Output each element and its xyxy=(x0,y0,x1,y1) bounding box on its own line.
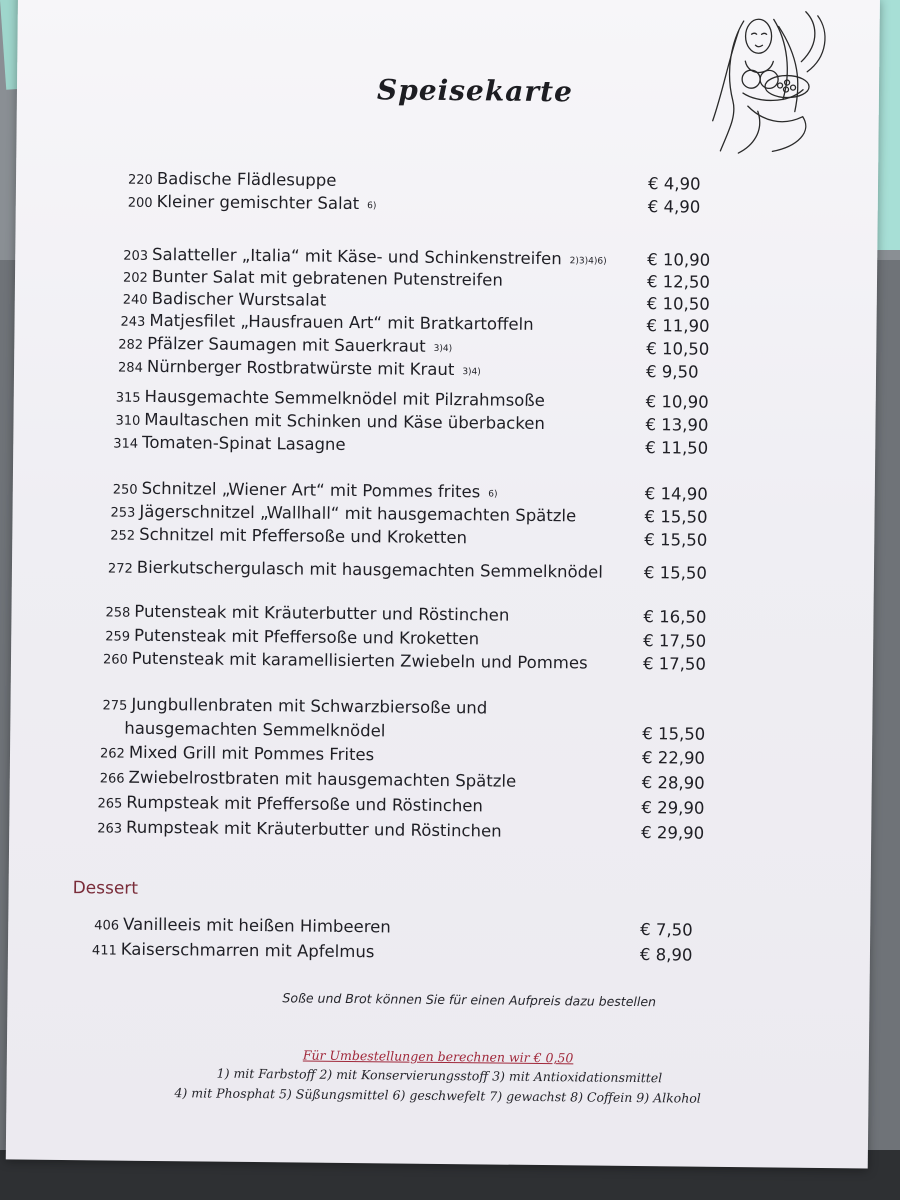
menu-item-row xyxy=(97,790,705,818)
dish-price: € 10,90 xyxy=(645,392,709,412)
item-number: 265 xyxy=(97,796,123,812)
dish-name: Matjesfilet „Hausfrauen Art“ mit Bratkartoffeln xyxy=(149,310,534,334)
item-number: 275 xyxy=(102,698,128,714)
dish-price: € 10,50 xyxy=(646,339,710,359)
item-number: 252 xyxy=(110,528,136,544)
menu-item-row xyxy=(127,190,701,217)
dish-name: Jungbullenbraten mit Schwarzbiersoße und xyxy=(131,694,488,718)
item-number: 259 xyxy=(105,629,131,645)
item-number: 266 xyxy=(99,771,125,787)
item-number: 253 xyxy=(110,505,136,521)
item-number: 272 xyxy=(107,561,133,577)
dish-name: Bierkutschergulasch mit hausgemachten Semmelknödel xyxy=(136,557,603,582)
item-number: 310 xyxy=(115,413,141,429)
menu-item-row xyxy=(124,717,706,744)
dish-price: € 8,90 xyxy=(639,945,693,965)
dish-price: € 10,50 xyxy=(646,294,710,314)
item-number: 315 xyxy=(115,390,141,406)
dish-name: Schnitzel „Wiener Art“ mit Pommes frites xyxy=(141,478,481,502)
dish-name: Kleiner gemischter Salat xyxy=(156,191,360,214)
menu-item-row xyxy=(113,431,709,458)
menu-item-row xyxy=(117,355,699,383)
dish-name: Badische Flädlesuppe xyxy=(156,168,337,190)
dish-price: € 15,50 xyxy=(644,530,708,550)
item-number: 243 xyxy=(120,314,146,330)
menu-item-row xyxy=(110,522,708,550)
dish-price: € 13,90 xyxy=(645,415,709,435)
item-number: 263 xyxy=(97,821,123,837)
dessert-item-row xyxy=(91,937,693,965)
dish-name: Jägerschnitzel „Wallhall“ mit hausgemachten Spätzle xyxy=(139,501,577,526)
dish-name: Salatteller „Italia“ mit Käse- und Schinkenstreifen xyxy=(151,244,562,269)
dish-name: Badischer Wurstsalat xyxy=(151,288,327,310)
dish-name: Mixed Grill mit Pommes Frites xyxy=(128,742,375,765)
dish-name: Zwiebelrostbraten mit hausgemachten Spätzle xyxy=(128,767,517,791)
menu-sheet xyxy=(6,0,880,1168)
item-number: 406 xyxy=(94,918,120,934)
dessert-item-row xyxy=(94,912,693,940)
menu-item-row xyxy=(127,167,701,194)
dish-name: Schnitzel mit Pfeffersoße und Kroketten xyxy=(139,524,468,548)
dish-name: Vanilleeis mit heißen Himbeeren xyxy=(122,914,391,937)
additive-codes: 2)3)4)6) xyxy=(569,256,607,267)
dish-price: € 4,90 xyxy=(647,197,701,217)
dish-name: Hausgemachte Semmelknödel mit Pilzrahmsoße xyxy=(144,386,545,411)
item-number: 284 xyxy=(117,360,143,376)
additive-codes: 3)4) xyxy=(462,367,481,378)
dish-name: Kaiserschmarren mit Apfelmus xyxy=(120,939,375,962)
dish-price: € 22,90 xyxy=(641,748,706,768)
dish-price: € 7,50 xyxy=(640,920,693,940)
item-number: 314 xyxy=(113,436,139,452)
dish-price: € 29,90 xyxy=(641,798,705,818)
menu-title: Speisekarte xyxy=(376,73,574,109)
dish-price: € 17,50 xyxy=(642,654,707,674)
dish-name: Maultaschen mit Schinken und Käse überbacken xyxy=(144,409,545,434)
additives-legend-line-2: 4) mit Phosphat 5) Süßungsmittel 6) geschwefelt 7) gewachst 8) Coffein 9) Alkohol xyxy=(174,1085,701,1106)
dish-price: € 28,90 xyxy=(641,773,705,793)
dish-price: € 9,50 xyxy=(645,362,699,382)
menu-item-row xyxy=(99,740,706,768)
additive-codes: 6) xyxy=(367,201,377,212)
item-number: 203 xyxy=(123,248,149,264)
menu-item-row xyxy=(102,646,707,675)
dish-name: Bunter Salat mit gebratenen Putenstreifen xyxy=(151,266,503,290)
dish-name: hausgemachten Semmelknödel xyxy=(124,718,386,741)
dish-name: Putensteak mit karamellisierten Zwiebeln und Pommes xyxy=(131,648,588,673)
item-number: 411 xyxy=(91,943,117,959)
item-number: 202 xyxy=(122,270,148,286)
dish-price: € 4,90 xyxy=(647,174,701,194)
dish-price: € 16,50 xyxy=(643,607,707,627)
item-number: 258 xyxy=(105,605,131,621)
menu-item-row xyxy=(97,815,705,843)
dessert-heading: Dessert xyxy=(72,878,139,899)
item-number: 250 xyxy=(112,482,138,498)
dish-price: € 12,50 xyxy=(646,272,711,292)
dish-price: € 15,50 xyxy=(642,724,706,744)
additives-legend-line-1: 1) mit Farbstoff 2) mit Konservierungsstoff 3) mit Antioxidationsmittel xyxy=(216,1065,663,1086)
dish-price: € 15,50 xyxy=(643,563,708,583)
dish-name: Tomaten-Spinat Lasagne xyxy=(142,432,346,454)
dish-name: Nürnberger Rostbratwürste mit Kraut xyxy=(146,356,455,380)
menu-item-row xyxy=(107,555,708,584)
dish-price: € 17,50 xyxy=(643,631,707,651)
dish-price: € 14,90 xyxy=(644,484,708,504)
dish-name: Pfälzer Saumagen mit Sauerkraut xyxy=(147,333,426,356)
item-number: 262 xyxy=(99,746,125,762)
bread-sauce-note: Soße und Brot können Sie für einen Aufpreis dazu bestellen xyxy=(282,990,657,1010)
dish-name: Putensteak mit Kräuterbutter und Röstinchen xyxy=(134,601,510,625)
dish-name: Putensteak mit Pfeffersoße und Kroketten xyxy=(133,625,480,649)
item-number: 200 xyxy=(127,195,153,211)
dish-price: € 11,50 xyxy=(645,438,709,458)
dish-price: € 10,90 xyxy=(647,250,711,270)
additive-codes: 3)4) xyxy=(433,343,453,355)
item-number: 240 xyxy=(122,292,148,308)
item-number: 282 xyxy=(118,337,144,353)
dish-name: Rumpsteak mit Kräuterbutter und Röstinchen xyxy=(125,817,502,841)
dish-price: € 11,90 xyxy=(646,316,710,336)
dish-price: € 29,90 xyxy=(641,823,705,843)
dish-price: € 15,50 xyxy=(644,507,708,527)
mermaid-illustration xyxy=(702,1,834,162)
menu-item-row xyxy=(99,765,705,793)
item-number: 220 xyxy=(127,172,153,188)
additive-codes: 6) xyxy=(488,489,498,500)
item-number: 260 xyxy=(102,652,128,668)
dish-name: Rumpsteak mit Pfeffersoße und Röstinchen xyxy=(126,792,484,816)
surcharge-note: Für Umbestellungen berechnen wir € 0,50 xyxy=(302,1047,574,1066)
